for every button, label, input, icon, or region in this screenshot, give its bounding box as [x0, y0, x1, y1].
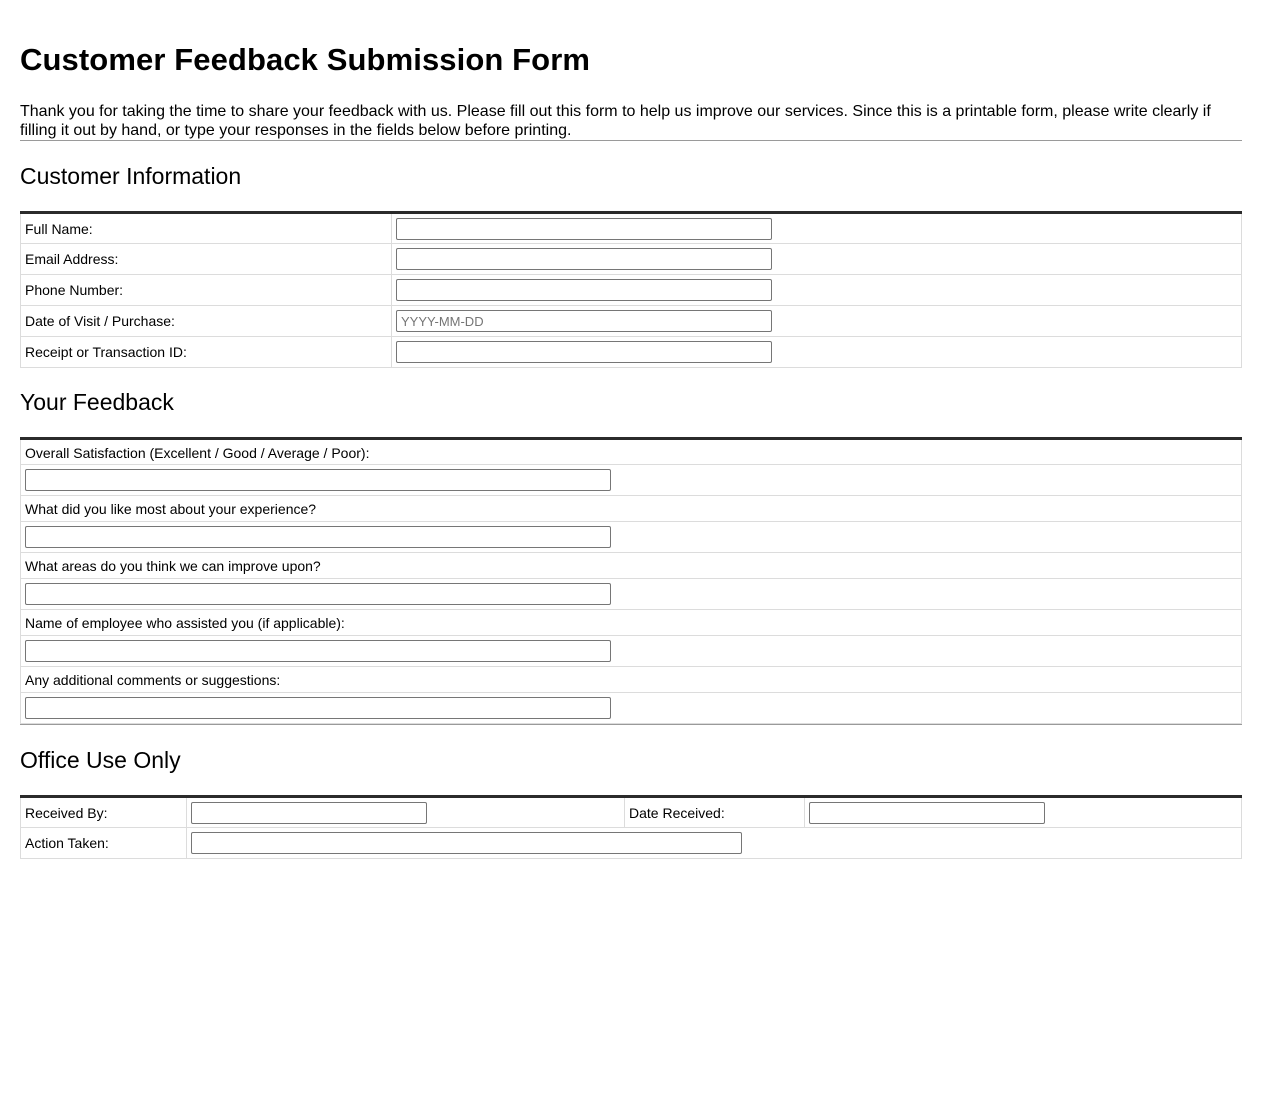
- employee-input[interactable]: [25, 640, 611, 662]
- full-name-input[interactable]: [396, 218, 772, 240]
- email-label: Email Address:: [21, 244, 392, 275]
- satisfaction-input[interactable]: [25, 469, 611, 491]
- improve-input[interactable]: [25, 583, 611, 605]
- page-title: Customer Feedback Submission Form: [20, 42, 591, 77]
- transaction-id-input[interactable]: [396, 341, 772, 363]
- transaction-id-cell: [392, 337, 1242, 368]
- visit-date-cell: [392, 306, 1242, 337]
- received-by-label: Received By:: [21, 797, 187, 828]
- customer-info-heading: Customer Information: [20, 163, 242, 189]
- action-taken-label: Action Taken:: [21, 828, 187, 859]
- date-received-cell: [805, 797, 1242, 828]
- email-input[interactable]: [396, 248, 772, 270]
- intro-text: Thank you for taking the time to share your feedback with us. Please fill out this form to help us improve our services. Since this is a printable form, please write clearly if filling it out by hand, or type your responses in the fields below before printing.: [20, 103, 1211, 139]
- employee-cell: [21, 636, 1242, 667]
- liked-most-label: What did you like most about your experience?: [21, 496, 1242, 522]
- action-row: [21, 828, 1242, 859]
- phone-input[interactable]: [396, 279, 772, 301]
- date-received-input[interactable]: [809, 802, 1045, 824]
- comments-cell: [21, 693, 1242, 724]
- date-received-label: Date Received:: [625, 797, 805, 828]
- email-cell: [392, 244, 1242, 275]
- received-by-cell: [187, 797, 625, 828]
- satisfaction-answer-row: [21, 465, 1242, 496]
- top-divider: [20, 140, 1242, 141]
- phone-row: [21, 275, 1242, 306]
- full-name-cell: [392, 213, 1242, 244]
- full-name-label: Full Name:: [21, 213, 392, 244]
- liked-most-answer-row: [21, 522, 1242, 553]
- feedback-table: [20, 437, 1242, 724]
- visit-date-row: [21, 306, 1242, 337]
- employee-question-row: [21, 610, 1242, 636]
- liked-most-cell: [21, 522, 1242, 553]
- improve-label: What areas do you think we can improve upon?: [21, 553, 1242, 579]
- employee-label: Name of employee who assisted you (if applicable):: [21, 610, 1242, 636]
- improve-answer-row: [21, 579, 1242, 610]
- satisfaction-label: Overall Satisfaction (Excellent / Good / Average / Poor):: [21, 439, 1242, 465]
- full-name-row: [21, 213, 1242, 244]
- employee-answer-row: [21, 636, 1242, 667]
- feedback-heading: Your Feedback: [20, 389, 174, 415]
- visit-date-label: Date of Visit / Purchase:: [21, 306, 392, 337]
- transaction-id-row: [21, 337, 1242, 368]
- comments-answer-row: [21, 693, 1242, 724]
- office-use-heading: Office Use Only: [20, 747, 181, 773]
- action-taken-cell: [187, 828, 1242, 859]
- comments-input[interactable]: [25, 697, 611, 719]
- liked-most-input[interactable]: [25, 526, 611, 548]
- satisfaction-cell: [21, 465, 1242, 496]
- phone-cell: [392, 275, 1242, 306]
- received-row: [21, 797, 1242, 828]
- office-divider: [20, 724, 1242, 725]
- customer-info-table: [20, 211, 1242, 368]
- received-by-input[interactable]: [191, 802, 427, 824]
- phone-label: Phone Number:: [21, 275, 392, 306]
- satisfaction-question-row: [21, 439, 1242, 465]
- comments-question-row: [21, 667, 1242, 693]
- improve-cell: [21, 579, 1242, 610]
- comments-label: Any additional comments or suggestions:: [21, 667, 1242, 693]
- visit-date-input[interactable]: [396, 310, 772, 332]
- action-taken-input[interactable]: [191, 832, 742, 854]
- office-use-table: [20, 795, 1242, 859]
- liked-most-question-row: [21, 496, 1242, 522]
- email-row: [21, 244, 1242, 275]
- improve-question-row: [21, 553, 1242, 579]
- transaction-id-label: Receipt or Transaction ID:: [21, 337, 392, 368]
